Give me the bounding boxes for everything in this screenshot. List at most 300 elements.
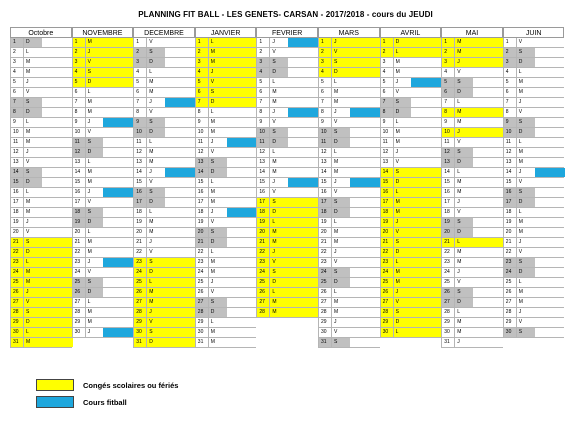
day-cell bbox=[195, 138, 257, 148]
day-number: 28 bbox=[444, 309, 450, 315]
day-number: 7 bbox=[74, 99, 78, 105]
cell-separator bbox=[454, 58, 455, 67]
cell-separator bbox=[23, 188, 24, 197]
day-number: 7 bbox=[321, 99, 324, 105]
day-extension bbox=[42, 38, 73, 47]
day-cell bbox=[380, 78, 442, 88]
day-extension bbox=[103, 98, 134, 107]
cell-separator bbox=[454, 198, 455, 207]
weekday-letter: M bbox=[87, 109, 92, 115]
cell-separator bbox=[516, 328, 517, 337]
day-cell bbox=[441, 68, 503, 78]
weekday-letter: D bbox=[457, 229, 461, 235]
day-number: 15 bbox=[444, 179, 450, 185]
day-number: 17 bbox=[505, 199, 512, 205]
weekday-letter: M bbox=[457, 319, 462, 325]
day-extension bbox=[535, 128, 566, 137]
day-extension bbox=[411, 268, 442, 277]
day-number: 29 bbox=[13, 319, 19, 325]
cell-separator bbox=[85, 88, 86, 97]
day-cell bbox=[10, 218, 72, 228]
legend-swatch-conges bbox=[36, 379, 74, 391]
weekday-letter: L bbox=[395, 49, 399, 55]
cell-separator bbox=[516, 318, 517, 327]
day-number: 6 bbox=[382, 89, 386, 95]
cell-separator bbox=[85, 48, 86, 57]
day-number: 19 bbox=[321, 219, 327, 225]
day-number: 14 bbox=[505, 169, 512, 175]
day-cell bbox=[10, 208, 72, 218]
weekday-letter: M bbox=[272, 159, 277, 165]
day-extension bbox=[350, 148, 381, 157]
weekday-letter: V bbox=[334, 329, 338, 335]
day-cell bbox=[10, 168, 72, 178]
day-extension bbox=[535, 38, 566, 47]
day-extension bbox=[165, 118, 196, 127]
weekday-letter: J bbox=[26, 289, 29, 295]
day-extension bbox=[288, 308, 319, 317]
day-cell bbox=[441, 278, 503, 288]
day-cell bbox=[441, 288, 503, 298]
day-number: 15 bbox=[74, 179, 81, 185]
cell-separator bbox=[23, 268, 24, 277]
day-cell bbox=[441, 238, 503, 248]
day-cell bbox=[195, 298, 257, 308]
day-cell bbox=[318, 98, 380, 108]
cell-separator bbox=[331, 168, 332, 177]
cell-separator bbox=[516, 278, 517, 287]
day-cell bbox=[72, 268, 134, 278]
day-extension bbox=[165, 288, 196, 297]
day-extension bbox=[103, 158, 134, 167]
fitball-mark bbox=[103, 118, 134, 127]
day-number: 26 bbox=[197, 289, 204, 295]
day-number: 3 bbox=[13, 59, 16, 65]
day-cell bbox=[441, 108, 503, 118]
day-cell bbox=[10, 148, 72, 158]
day-number: 5 bbox=[321, 79, 324, 85]
day-cell bbox=[10, 58, 72, 68]
day-cell bbox=[380, 228, 442, 238]
day-cell bbox=[441, 168, 503, 178]
day-cell bbox=[256, 98, 318, 108]
day-extension bbox=[411, 298, 442, 307]
weekday-letter: J bbox=[395, 219, 399, 225]
day-cell bbox=[318, 288, 380, 298]
day-number: 17 bbox=[321, 199, 327, 205]
day-number: 28 bbox=[197, 309, 204, 315]
day-extension bbox=[288, 278, 319, 287]
day-number: 6 bbox=[136, 89, 139, 95]
weekday-letter: M bbox=[457, 259, 462, 265]
day-number: 5 bbox=[444, 79, 447, 85]
day-number: 6 bbox=[321, 89, 324, 95]
cell-separator bbox=[393, 38, 394, 47]
cell-separator bbox=[269, 178, 270, 187]
day-extension bbox=[165, 58, 196, 67]
cell-separator bbox=[393, 128, 394, 137]
day-number: 5 bbox=[259, 79, 263, 85]
cell-separator bbox=[85, 38, 86, 47]
weekday-letter: J bbox=[395, 79, 399, 85]
day-number: 12 bbox=[74, 149, 81, 155]
weekday-letter: V bbox=[87, 199, 91, 205]
month-column bbox=[133, 27, 195, 370]
cell-separator bbox=[393, 178, 394, 187]
day-cell bbox=[10, 318, 72, 328]
weekday-letter: M bbox=[457, 109, 462, 115]
cell-separator bbox=[208, 238, 209, 247]
weekday-letter: J bbox=[457, 59, 460, 65]
day-extension bbox=[535, 318, 566, 327]
cell-separator bbox=[23, 118, 24, 127]
day-number: 21 bbox=[505, 239, 512, 245]
day-number: 18 bbox=[259, 209, 265, 215]
cell-separator bbox=[146, 218, 147, 227]
weekday-letter: S bbox=[272, 129, 276, 135]
weekday-letter: L bbox=[210, 109, 214, 115]
day-extension bbox=[103, 128, 134, 137]
day-number: 3 bbox=[136, 59, 139, 65]
weekday-letter: M bbox=[518, 79, 523, 85]
cell-separator bbox=[23, 258, 24, 267]
day-extension bbox=[411, 118, 442, 127]
cell-separator bbox=[208, 328, 209, 337]
cell-separator bbox=[331, 318, 332, 327]
day-extension bbox=[535, 188, 566, 197]
day-cell bbox=[10, 278, 72, 288]
day-extension bbox=[411, 238, 442, 247]
cell-separator bbox=[23, 228, 24, 237]
day-number: 20 bbox=[505, 229, 512, 235]
day-cell bbox=[133, 318, 195, 328]
cell-separator bbox=[393, 298, 394, 307]
fitball-mark bbox=[103, 188, 134, 197]
day-number: 6 bbox=[13, 89, 16, 95]
day-extension bbox=[535, 248, 566, 257]
day-cell bbox=[256, 188, 318, 198]
day-cell bbox=[10, 328, 72, 338]
day-number: 7 bbox=[13, 99, 16, 105]
day-cell bbox=[195, 258, 257, 268]
day-cell bbox=[256, 258, 318, 268]
weekday-letter: M bbox=[518, 229, 523, 235]
weekday-letter: J bbox=[457, 269, 460, 275]
weekday-letter: D bbox=[518, 129, 523, 135]
day-extension bbox=[288, 208, 319, 217]
day-extension bbox=[535, 148, 566, 157]
cell-separator bbox=[516, 128, 517, 137]
day-number: 10 bbox=[382, 129, 389, 135]
day-extension bbox=[165, 308, 196, 317]
day-number: 18 bbox=[444, 209, 450, 215]
day-extension bbox=[535, 328, 566, 337]
day-cell bbox=[318, 228, 380, 238]
day-extension bbox=[350, 228, 381, 237]
cell-separator bbox=[85, 218, 86, 227]
day-cell bbox=[318, 128, 380, 138]
day-number: 4 bbox=[259, 69, 263, 75]
cell-separator bbox=[393, 328, 394, 337]
weekday-letter: V bbox=[210, 289, 215, 295]
cell-separator bbox=[331, 328, 332, 337]
day-number: 25 bbox=[444, 279, 450, 285]
weekday-letter: D bbox=[518, 269, 523, 275]
weekday-letter: J bbox=[149, 239, 152, 245]
day-cell bbox=[133, 88, 195, 98]
day-cell bbox=[195, 328, 257, 338]
weekday-letter: J bbox=[334, 109, 337, 115]
day-cell bbox=[380, 208, 442, 218]
day-extension bbox=[288, 248, 319, 257]
day-number: 16 bbox=[13, 189, 19, 195]
day-extension bbox=[411, 48, 442, 57]
cell-separator bbox=[454, 128, 455, 137]
day-cell bbox=[318, 138, 380, 148]
day-number: 3 bbox=[505, 59, 509, 65]
day-cell bbox=[256, 198, 318, 208]
day-extension bbox=[288, 238, 319, 247]
day-number: 21 bbox=[197, 239, 204, 245]
day-number: 22 bbox=[13, 249, 19, 255]
day-number: 21 bbox=[382, 239, 389, 245]
day-extension bbox=[103, 108, 134, 117]
weekday-letter: L bbox=[87, 89, 91, 95]
day-cell bbox=[503, 298, 565, 308]
day-cell bbox=[503, 128, 565, 138]
weekday-letter: L bbox=[457, 99, 460, 105]
weekday-letter: M bbox=[210, 269, 215, 275]
day-number: 27 bbox=[197, 299, 204, 305]
day-extension bbox=[42, 88, 73, 97]
cell-separator bbox=[208, 178, 209, 187]
day-extension bbox=[42, 308, 73, 317]
weekday-letter: S bbox=[26, 309, 30, 315]
day-cell bbox=[10, 138, 72, 148]
day-cell bbox=[133, 98, 195, 108]
cell-separator bbox=[208, 198, 209, 207]
day-number: 26 bbox=[136, 289, 142, 295]
day-extension bbox=[103, 138, 134, 147]
weekday-letter: J bbox=[457, 339, 460, 345]
weekday-letter: M bbox=[149, 299, 154, 305]
day-number: 11 bbox=[321, 139, 327, 145]
day-extension bbox=[350, 288, 381, 297]
day-number: 19 bbox=[197, 219, 204, 225]
day-number: 25 bbox=[197, 279, 204, 285]
weekday-letter: J bbox=[87, 329, 91, 335]
day-number: 2 bbox=[505, 49, 509, 55]
cell-separator bbox=[393, 148, 394, 157]
cell-separator bbox=[393, 268, 394, 277]
weekday-letter: S bbox=[87, 139, 91, 145]
cell-separator bbox=[516, 98, 517, 107]
weekday-letter: M bbox=[457, 179, 462, 185]
cell-separator bbox=[146, 108, 147, 117]
cell-separator bbox=[85, 98, 86, 107]
weekday-letter: D bbox=[334, 279, 338, 285]
weekday-letter: D bbox=[334, 209, 338, 215]
day-extension bbox=[42, 238, 73, 247]
day-extension bbox=[350, 218, 381, 227]
weekday-letter: V bbox=[149, 179, 153, 185]
cell-separator bbox=[331, 58, 332, 67]
day-extension bbox=[165, 108, 196, 117]
day-extension bbox=[535, 78, 566, 87]
day-extension bbox=[350, 118, 381, 127]
day-number: 3 bbox=[74, 59, 78, 65]
weekday-letter: D bbox=[26, 319, 30, 325]
day-extension bbox=[411, 128, 442, 137]
day-number: 24 bbox=[444, 269, 450, 275]
day-cell bbox=[503, 208, 565, 218]
weekday-letter: V bbox=[334, 119, 338, 125]
day-number: 26 bbox=[505, 289, 512, 295]
day-extension bbox=[350, 318, 381, 327]
day-cell bbox=[503, 268, 565, 278]
day-extension bbox=[411, 228, 442, 237]
weekday-letter: S bbox=[210, 229, 215, 235]
cell-separator bbox=[454, 288, 455, 297]
day-cell bbox=[318, 248, 380, 258]
day-extension bbox=[42, 318, 73, 327]
cell-separator bbox=[85, 118, 86, 127]
day-number: 19 bbox=[444, 219, 450, 225]
day-cell bbox=[441, 118, 503, 128]
day-number: 29 bbox=[444, 319, 450, 325]
day-extension bbox=[535, 88, 566, 97]
day-cell bbox=[318, 178, 380, 188]
weekday-letter: M bbox=[26, 209, 31, 215]
cell-separator bbox=[454, 278, 455, 287]
day-number: 20 bbox=[321, 229, 327, 235]
month-header: DECEMBRE bbox=[133, 27, 195, 38]
day-number: 31 bbox=[444, 339, 450, 345]
day-number: 2 bbox=[321, 49, 324, 55]
day-number: 16 bbox=[382, 189, 389, 195]
day-extension bbox=[103, 58, 134, 67]
cell-separator bbox=[23, 128, 24, 137]
day-extension bbox=[42, 288, 73, 297]
day-cell bbox=[441, 128, 503, 138]
weekday-letter: M bbox=[334, 169, 339, 175]
weekday-letter: M bbox=[272, 89, 277, 95]
day-extension bbox=[288, 48, 319, 57]
day-extension bbox=[288, 68, 319, 77]
day-number: 20 bbox=[259, 229, 265, 235]
day-extension bbox=[165, 328, 196, 337]
day-cell bbox=[256, 298, 318, 308]
day-cell bbox=[195, 118, 257, 128]
weekday-letter: S bbox=[518, 259, 523, 265]
cell-separator bbox=[146, 258, 147, 267]
cell-separator bbox=[269, 158, 270, 167]
cell-separator bbox=[23, 38, 24, 47]
cell-separator bbox=[208, 68, 209, 77]
day-cell bbox=[318, 308, 380, 318]
weekday-letter: S bbox=[395, 239, 399, 245]
weekday-letter: M bbox=[518, 299, 523, 305]
day-extension bbox=[350, 248, 381, 257]
day-extension bbox=[103, 218, 134, 227]
day-extension bbox=[288, 168, 319, 177]
day-extension bbox=[288, 268, 319, 277]
fitball-mark bbox=[103, 258, 134, 267]
day-number: 11 bbox=[136, 139, 142, 145]
cell-separator bbox=[331, 48, 332, 57]
day-cell bbox=[256, 268, 318, 278]
cell-separator bbox=[269, 308, 270, 317]
month-column bbox=[503, 27, 565, 370]
day-cell bbox=[318, 328, 380, 338]
day-number: 23 bbox=[13, 259, 19, 265]
weekday-letter: V bbox=[395, 299, 399, 305]
day-cell bbox=[72, 238, 134, 248]
cell-separator bbox=[85, 278, 86, 287]
day-cell bbox=[195, 228, 257, 238]
cell-separator bbox=[269, 208, 270, 217]
day-number: 28 bbox=[74, 309, 81, 315]
day-number: 31 bbox=[13, 339, 19, 345]
day-extension bbox=[165, 268, 196, 277]
weekday-letter: S bbox=[457, 289, 461, 295]
day-number: 27 bbox=[505, 299, 512, 305]
day-number: 12 bbox=[321, 149, 327, 155]
day-cell bbox=[441, 268, 503, 278]
day-number: 14 bbox=[321, 169, 327, 175]
weekday-letter: L bbox=[518, 139, 522, 145]
weekday-letter: V bbox=[26, 299, 30, 305]
day-extension bbox=[473, 78, 504, 87]
cell-separator bbox=[85, 228, 86, 237]
day-extension bbox=[535, 308, 566, 317]
day-extension bbox=[350, 298, 381, 307]
weekday-letter: L bbox=[210, 39, 214, 45]
day-extension bbox=[42, 278, 73, 287]
day-cell bbox=[318, 238, 380, 248]
weekday-letter: S bbox=[395, 309, 399, 315]
day-number: 9 bbox=[74, 119, 78, 125]
month-header: FEVRIER bbox=[256, 27, 318, 38]
weekday-letter: M bbox=[210, 189, 215, 195]
day-number: 8 bbox=[197, 109, 201, 115]
weekday-letter: J bbox=[149, 309, 152, 315]
day-number: 8 bbox=[321, 109, 324, 115]
day-extension bbox=[411, 138, 442, 147]
day-extension bbox=[535, 118, 566, 127]
cell-separator bbox=[146, 178, 147, 187]
day-number: 8 bbox=[136, 109, 139, 115]
cell-separator bbox=[208, 168, 209, 177]
cell-separator bbox=[331, 308, 332, 317]
day-number: 23 bbox=[74, 259, 81, 265]
day-extension bbox=[288, 158, 319, 167]
fitball-mark bbox=[103, 328, 134, 337]
day-extension bbox=[42, 258, 73, 267]
cell-separator bbox=[331, 238, 332, 247]
day-cell bbox=[380, 68, 442, 78]
day-cell bbox=[72, 38, 134, 48]
weekday-letter: J bbox=[334, 319, 337, 325]
day-cell bbox=[195, 218, 257, 228]
day-cell bbox=[503, 328, 565, 338]
cell-separator bbox=[516, 38, 517, 47]
day-extension bbox=[535, 178, 566, 187]
day-number: 12 bbox=[197, 149, 204, 155]
cell-separator bbox=[331, 188, 332, 197]
cell-separator bbox=[23, 168, 24, 177]
day-number: 4 bbox=[505, 69, 509, 75]
